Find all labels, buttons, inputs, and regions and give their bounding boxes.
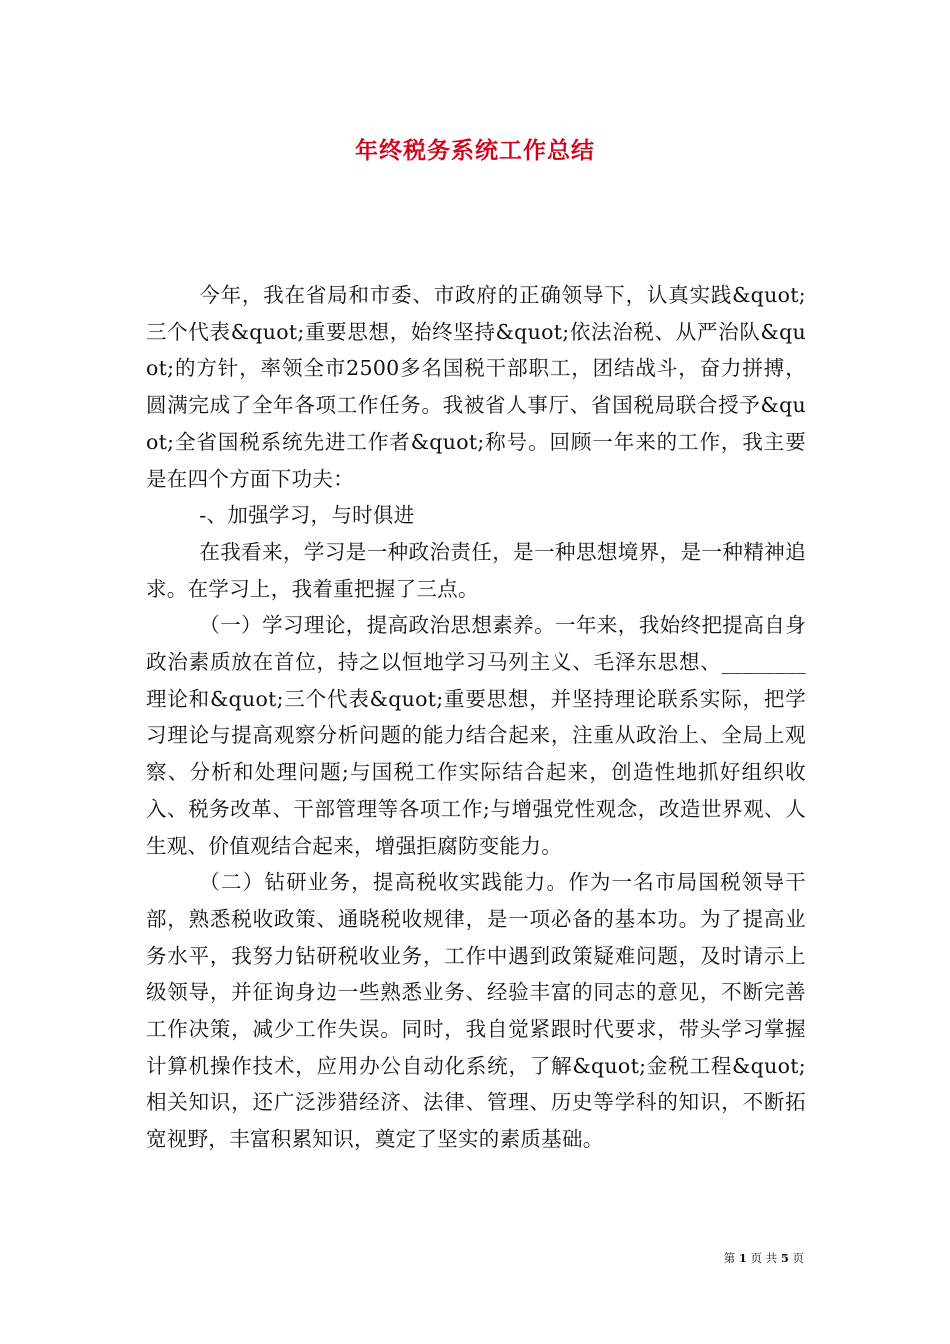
footer-total-pages: 5	[780, 1251, 789, 1265]
footer-prefix: 第	[723, 1251, 736, 1265]
footer-suffix: 页	[792, 1251, 804, 1265]
section-heading: -、加强学习，与时俱进	[199, 503, 415, 528]
document-body	[146, 277, 806, 1158]
footer-current-page: 1	[738, 1251, 747, 1265]
paragraph-business: （二）钻研业务，提高税收实践能力。作为一名市局国税领导干部，熟悉税收政策、通晓税收规律，是一项必备的基本功。为了提高业务水平，我努力钻研税收业务，工作中遇到政策疑难问题，及时请示上级领导，并征询身边一些熟悉业务、经验丰富的同志的意见，不断完善工作决策，减少工作失误。同时，我自觉紧跟时代要求，带头学习掌握计算机操作技术，应用办公自动化系统，了解&quot;金税工程&quot;相关知识，还广泛涉猎经济、法律、管理、历史等学科的知识，不断拓宽视野，丰富积累知识，奠定了坚实的素质基础。	[146, 870, 806, 1152]
paragraph-learning: 在我看来，学习是一种政治责任，是一种思想境界，是一种精神追求。在学习上，我着重把握了三点。	[146, 539, 806, 601]
document-title: 年终税务系统工作总结	[355, 138, 595, 164]
paragraph-intro: 今年，我在省局和市委、市政府的正确领导下，认真实践&quot;三个代表&quot;重要思想，始终坚持&quot;依法治税、从严治队&quot;的方针，率领全市2500多名国税干部职工，团结战斗，奋力拼搏，圆满完成了全年各项工作任务。我被省人事厅、省国税局联合授予&quot;全省国税系统先进工作者&quot;称号。回顾一年来的工作，我主要是在四个方面下功夫：	[146, 283, 806, 491]
paragraph-theory: （一）学习理论，提高政治思想素养。一年来，我始终把提高自身政治素质放在首位，持之以恒地学习马列主义、毛泽东思想、________理论和&quot;三个代表&quot;重要思想，并坚持理论联系实际，把学习理论与提高观察分析问题的能力结合起来，注重从政治上、全局上观察、分析和处理问题;与国税工作实际结合起来，创造性地抓好组织收入、税务改革、干部管理等各项工作;与增强党性观念，改造世界观、人生观、价值观结合起来，增强拒腐防变能力。	[146, 613, 806, 858]
footer-middle: 页 共	[750, 1251, 778, 1265]
page-number-footer	[724, 1250, 804, 1266]
